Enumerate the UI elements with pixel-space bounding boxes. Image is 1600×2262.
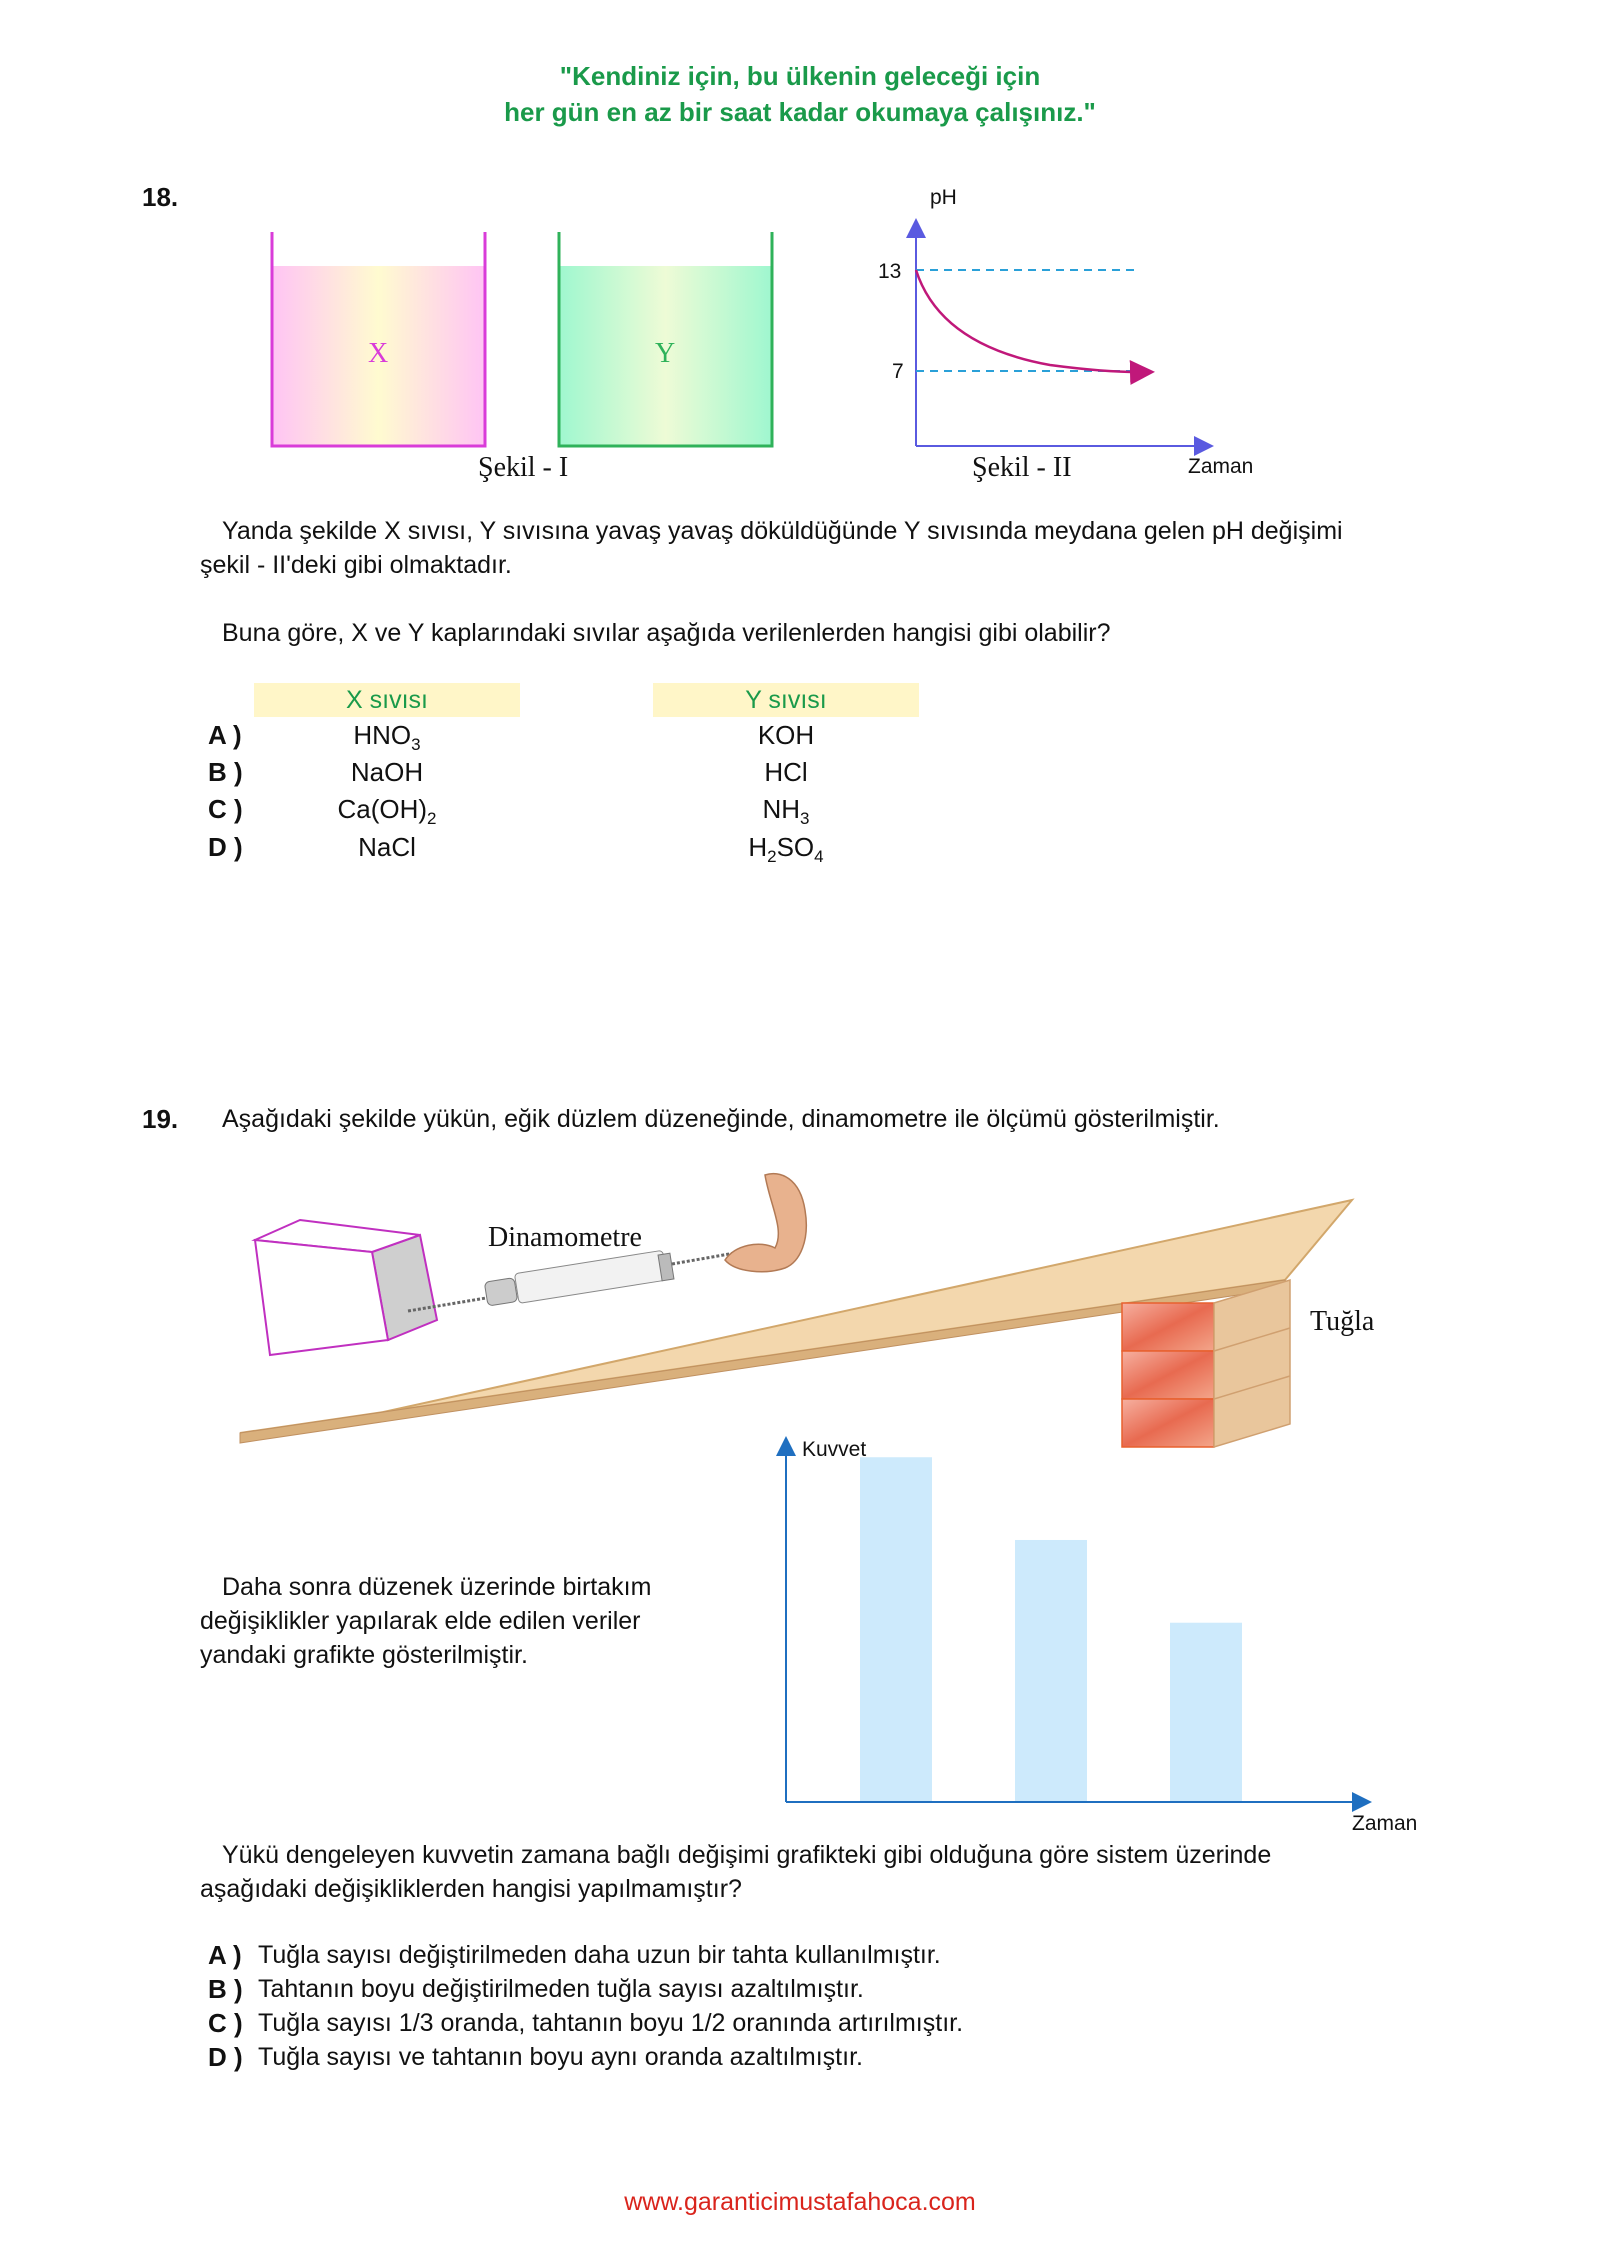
option-y-value: $H_2SO_4$ (748, 832, 824, 867)
option-text: Tuğla sayısı değiştirilmeden daha uzun bir tahta kullanılmıştır. (258, 1941, 941, 1969)
force-time-chart (720, 1420, 1440, 1840)
figure-1-caption: Şekil - I (478, 452, 569, 483)
hand-icon (725, 1174, 806, 1272)
figure-2-caption: Şekil - II (972, 452, 1072, 483)
ph-tick-7: 7 (892, 360, 904, 383)
option-y-value: KOH (757, 720, 815, 750)
option-x-value: $HNO_3$ (353, 720, 421, 755)
force-bar-1 (860, 1457, 932, 1802)
time-axis-label: Zaman (1188, 455, 1254, 478)
q18-stem-line-2: şekil - II'deki gibi olmaktadır. (200, 551, 512, 579)
dynamometer (408, 1250, 735, 1311)
question-19-number: 19. (142, 1104, 179, 1134)
header-x-liquid: X sıvısı (254, 683, 520, 717)
option-letter: C ) (208, 794, 243, 824)
footer-link[interactable]: www.garanticimustafahoca.com (624, 2188, 976, 2216)
label-dynamometer: Dinamometre (488, 1222, 642, 1253)
q19-question-line-2: aşağıdaki değişikliklerden hangisi yapılmamıştır? (200, 1875, 742, 1903)
option-letter: D ) (208, 832, 243, 862)
q19-stem: Aşağıdaki şekilde yükün, eğik düzlem düzeneğinde, dinamometre ile ölçümü gösterilmiştir. (222, 1105, 1220, 1133)
q19-side-text-1: Daha sonra düzenek üzerinde birtakım (222, 1573, 652, 1601)
option-x-value: $Ca(OH)_2$ (337, 794, 437, 829)
q19-question-line-1: Yükü dengeleyen kuvvetin zamana bağlı değişimi grafikteki gibi olduğuna göre sistem üzerinde (222, 1841, 1272, 1869)
option-y-value: $NH_3$ (762, 794, 810, 829)
q18-stem-line-1: Yanda şekilde X sıvısı, Y sıvısına yavaş yavaş döküldüğünde Y sıvısında meydana gelen pH değişimi (222, 517, 1343, 545)
q18-question: Buna göre, X ve Y kaplarındaki sıvılar aşağıda verilenlerden hangisi gibi olabilir? (222, 619, 1111, 647)
option-letter: B ) (208, 757, 243, 787)
option-letter: A ) (208, 1940, 242, 1970)
time-axis-2-label: Zaman (1352, 1812, 1418, 1835)
motto-line-1: "Kendiniz için, bu ülkenin geleceği için (559, 61, 1041, 91)
option-text: Tuğla sayısı 1/3 oranda, tahtanın boyu 1/2 oranında artırılmıştır. (258, 2009, 964, 2037)
motto-line-2: her gün en az bir saat kadar okumaya çalışınız." (504, 97, 1096, 127)
option-text: Tahtanın boyu değiştirilmeden tuğla sayısı azaltılmıştır. (258, 1975, 864, 2003)
label-x: X (368, 338, 389, 369)
q18-figures (0, 0, 1600, 500)
option-letter: A ) (208, 720, 242, 750)
option-y-value: HCl (764, 757, 808, 787)
question-18-number: 18. (142, 182, 179, 212)
q19-side-text-2: değişiklikler yapılarak elde edilen veriler (200, 1607, 641, 1635)
q19-side-text-3: yandaki grafikte gösterilmiştir. (200, 1641, 528, 1669)
force-bar-2 (1015, 1540, 1087, 1802)
label-y: Y (655, 338, 676, 369)
force-bar-3 (1170, 1623, 1242, 1802)
ph-tick-13: 13 (878, 260, 902, 283)
option-letter: B ) (208, 1974, 243, 2004)
header-y-liquid: Y sıvısı (653, 683, 919, 717)
option-letter: D ) (208, 2042, 243, 2072)
load-cube (255, 1220, 437, 1355)
force-axis-label: Kuvvet (802, 1438, 867, 1461)
option-x-value: NaCl (358, 832, 416, 862)
option-letter: C ) (208, 2008, 243, 2038)
ph-curve (916, 270, 1150, 372)
option-x-value: NaOH (350, 757, 424, 787)
label-brick: Tuğla (1310, 1306, 1375, 1337)
ph-axis-label: pH (930, 186, 957, 209)
option-text: Tuğla sayısı ve tahtanın boyu aynı oranda azaltılmıştır. (258, 2043, 863, 2071)
